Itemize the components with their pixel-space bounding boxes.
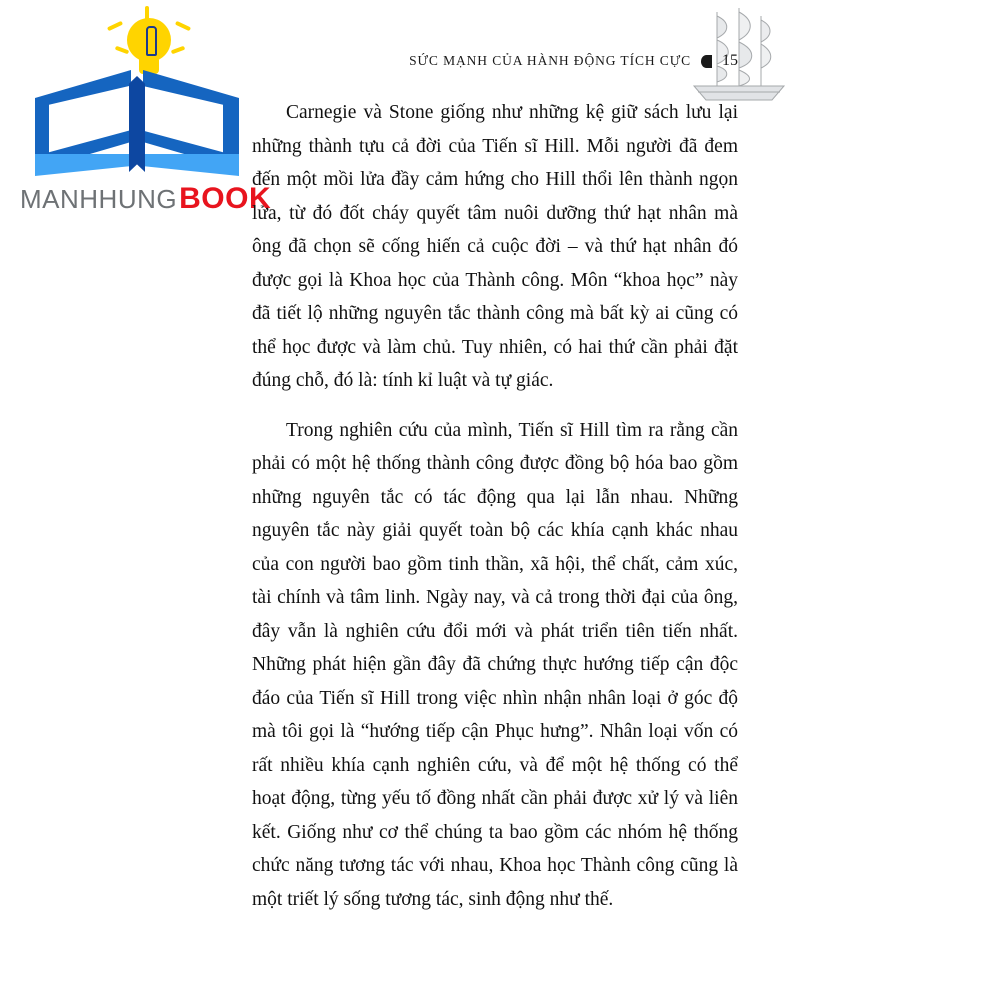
book-right-edge [139,154,239,176]
leaf-ornament-icon [701,55,712,68]
page-number: 15 [722,52,738,69]
book-left-edge [35,154,135,176]
watermark-logo [10,8,270,228]
book-spine [129,76,145,172]
brand-wordmark [10,176,272,222]
brand-primary-text: MANHHUNG [20,183,178,214]
bulb-ray [107,21,123,31]
running-title: SỨC MẠNH CỦA HÀNH ĐỘNG TÍCH CỰC [409,53,691,68]
bulb-ray [115,46,130,55]
brand-secondary-text: BOOK [179,182,272,215]
bulb-ray [171,46,186,55]
book-page [252,52,738,916]
bulb-filament [146,26,157,56]
paragraph: Trong nghiên cứu của mình, Tiến sĩ Hill tìm ra rằng cần phải có một hệ thống thành công được đồng bộ hóa bao gồm những nguyên tắc có tác động qua lại lẫn nhau. Những nguyên tắc này giải quyết toàn bộ các khía cạnh khác nhau của con người bao gồm tinh thần, xã hội, thể chất, cảm xúc, tài chính và tâm linh. Ngày nay, và cả trong thời đại của ông, đây vẫn là nghiên cứu đổi mới và phát triển tiên tiến nhất. Những phát hiện gần đây đã chứng thực hướng tiếp cận độc đáo của Tiến sĩ Hill trong việc nhìn nhận nhân loại ở góc độ mà tôi gọi là “hướng tiếp cận Phục hưng”. Nhân loại vốn có rất nhiều khía cạnh nghiên cứu, và để một hệ thống có thể hoạt động, từng yếu tố đồng nhất cần phải được xử lý và liên kết. Giống như cơ thể chúng ta bao gồm các nhóm hệ thống chức năng tương tác với nhau, Khoa học Thành công cũng là một triết lý sống tương tác, sinh động như thế. [252,419,738,910]
running-header [252,52,738,70]
bulb-ray [175,21,191,31]
paragraph: Carnegie và Stone giống như những kệ giữ sách lưu lại những thành tựu cả đời của Tiến sĩ Hill. Mỗi người đã đem đến một mồi lửa đầy cảm hứng cho Hill thổi lên thành ngọn lửa, từ đó đốt cháy quyết tâm nuôi dưỡng thứ hạt nhân mà ông đã chọn sẽ cống hiến cả cuộc đời – và thứ hạt nhân đó được gọi là Khoa học của Thành công. Môn “khoa học” này đã tiết lộ những nguyên tắc thành công mà bất kỳ ai cũng có thể học được và làm chủ. Tuy nhiên, có hai thứ cần phải đặt đúng chỗ, đó là: tính kỉ luật và tự giác. [252,102,738,391]
body-text [252,96,738,916]
open-book-icon [35,60,245,175]
